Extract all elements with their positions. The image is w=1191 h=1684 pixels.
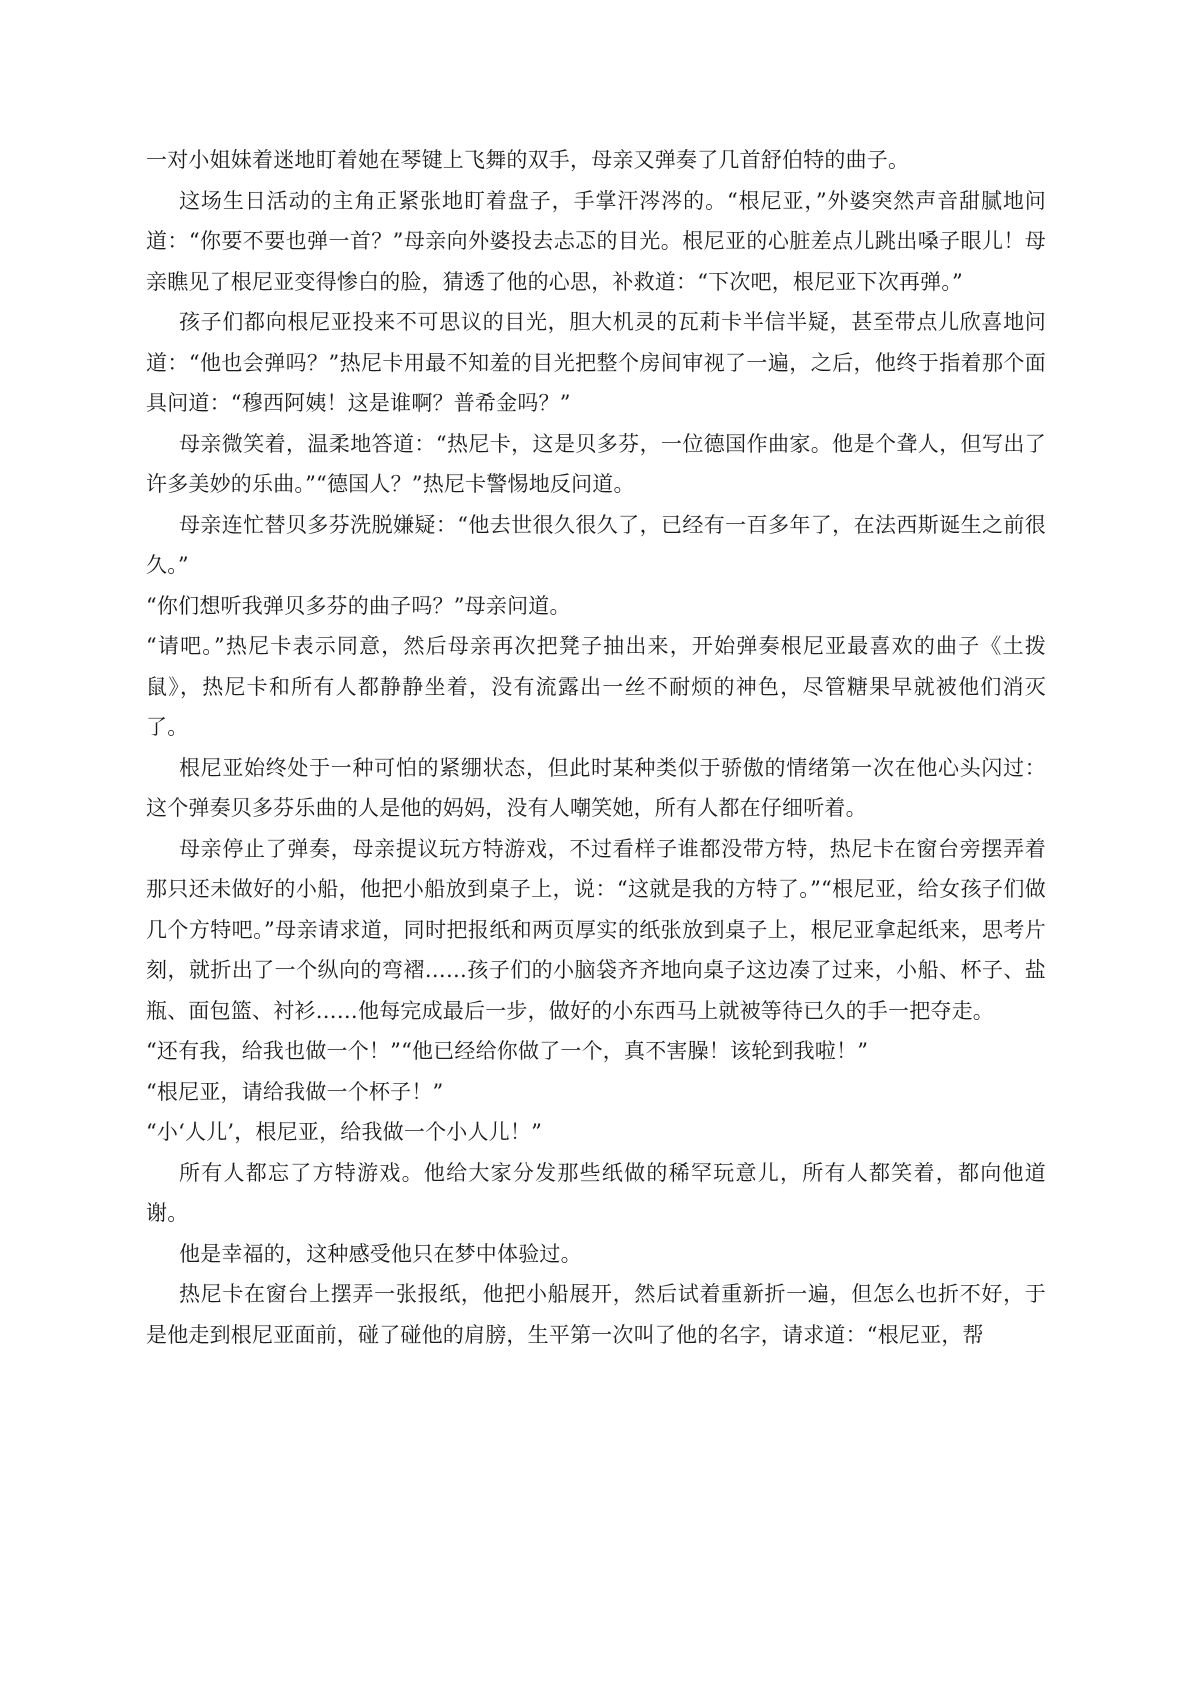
paragraph-4: 母亲微笑着，温柔地答道：“热尼卡，这是贝多芬，一位德国作曲家。他是个聋人，但写出了许多美妙的乐曲。”“德国人？”热尼卡警惕地反问道。 [146,431,1046,496]
paragraph-11: “根尼亚，请给我做一个杯子！” [146,1079,444,1104]
body-text [146,140,1046,1355]
paragraph-12: “小‘人儿’，根尼亚，给我做一个小人儿！” [146,1120,543,1144]
paragraph-15: 热尼卡在窗台上摆弄一张报纸，他把小船展开，然后试着重新折一遍，但怎么也折不好，于是他走到根尼亚面前，碰了碰他的肩膀，生平第一次叫了他的名字，请求道：“根尼亚，帮 [146,1282,1046,1347]
paragraph-8: 根尼亚始终处于一种可怕的紧绷状态，但此时某种类似于骄傲的情绪第一次在他心头闪过：这个弹奏贝多芬乐曲的人是他的妈妈，没有人嘲笑她，所有人都在仔细听着。 [146,755,1046,820]
paragraph-3: 孩子们都向根尼亚投来不可思议的目光，胆大机灵的瓦莉卡半信半疑，甚至带点儿欣喜地问道：“他也会弹吗？”热尼卡用最不知羞的目光把整个房间审视了一遍，之后，他终于指着那个面具问道：“穆西阿姨！这是谁啊？普希金吗？” [146,310,1046,415]
paragraph-10: “还有我，给我也做一个！”“他已经给你做了一个，真不害臊！该轮到我啦！” [146,1039,869,1063]
paragraph-13: 所有人都忘了方特游戏。他给大家分发那些纸做的稀罕玩意儿，所有人都笑着，都向他道谢。 [146,1160,1046,1225]
paragraph-14: 他是幸福的，这种感受他只在梦中体验过。 [179,1241,582,1266]
paragraph-5: 母亲连忙替贝多芬洗脱嫌疑：“他去世很久很久了，已经有一百多年了，在法西斯诞生之前很久。” [146,512,1046,577]
paragraph-9: 母亲停止了弹奏，母亲提议玩方特游戏，不过看样子谁都没带方特，热尼卡在窗台旁摆弄着那只还未做好的小船，他把小船放到桌子上，说：“这就是我的方特了。”“根尼亚，给女孩子们做几个方特吧。”母亲请求道，同时把报纸和两页厚实的纸张放到桌子上，根尼亚拿起纸来，思考片刻，就折出了一个纵向的弯褶……孩子们的小脑袋齐齐地向桌子这边凑了过来，小船、杯子、盐瓶、面包篮、衬衫……他每完成最后一步，做好的小东西马上就被等待已久的手一把夺走。 [146,836,1046,1023]
paragraph-2: 这场生日活动的主角正紧张地盯着盘子，手掌汗涔涔的。“根尼亚，”外婆突然声音甜腻地问道：“你要不要也弹一首？”母亲向外婆投去忐忑的目光。根尼亚的心脏差点儿跳出嗓子眼儿！母亲瞧见了根尼亚变得惨白的脸，猜透了他的心思，补救道：“下次吧，根尼亚下次再弹。” [146,188,1046,294]
paragraph-1: 一对小姐妹着迷地盯着她在琴键上飞舞的双手，母亲又弹奏了几首舒伯特的曲子。 [146,148,910,172]
paragraph-6: “你们想听我弹贝多芬的曲子吗？”母亲问道。 [146,593,571,618]
paragraph-7: “请吧。”热尼卡表示同意，然后母亲再次把凳子抽出来，开始弹奏根尼亚最喜欢的曲子《土拨鼠》，热尼卡和所有人都静静坐着，没有流露出一丝不耐烦的神色，尽管糖果早就被他们消灭了。 [146,634,1046,739]
